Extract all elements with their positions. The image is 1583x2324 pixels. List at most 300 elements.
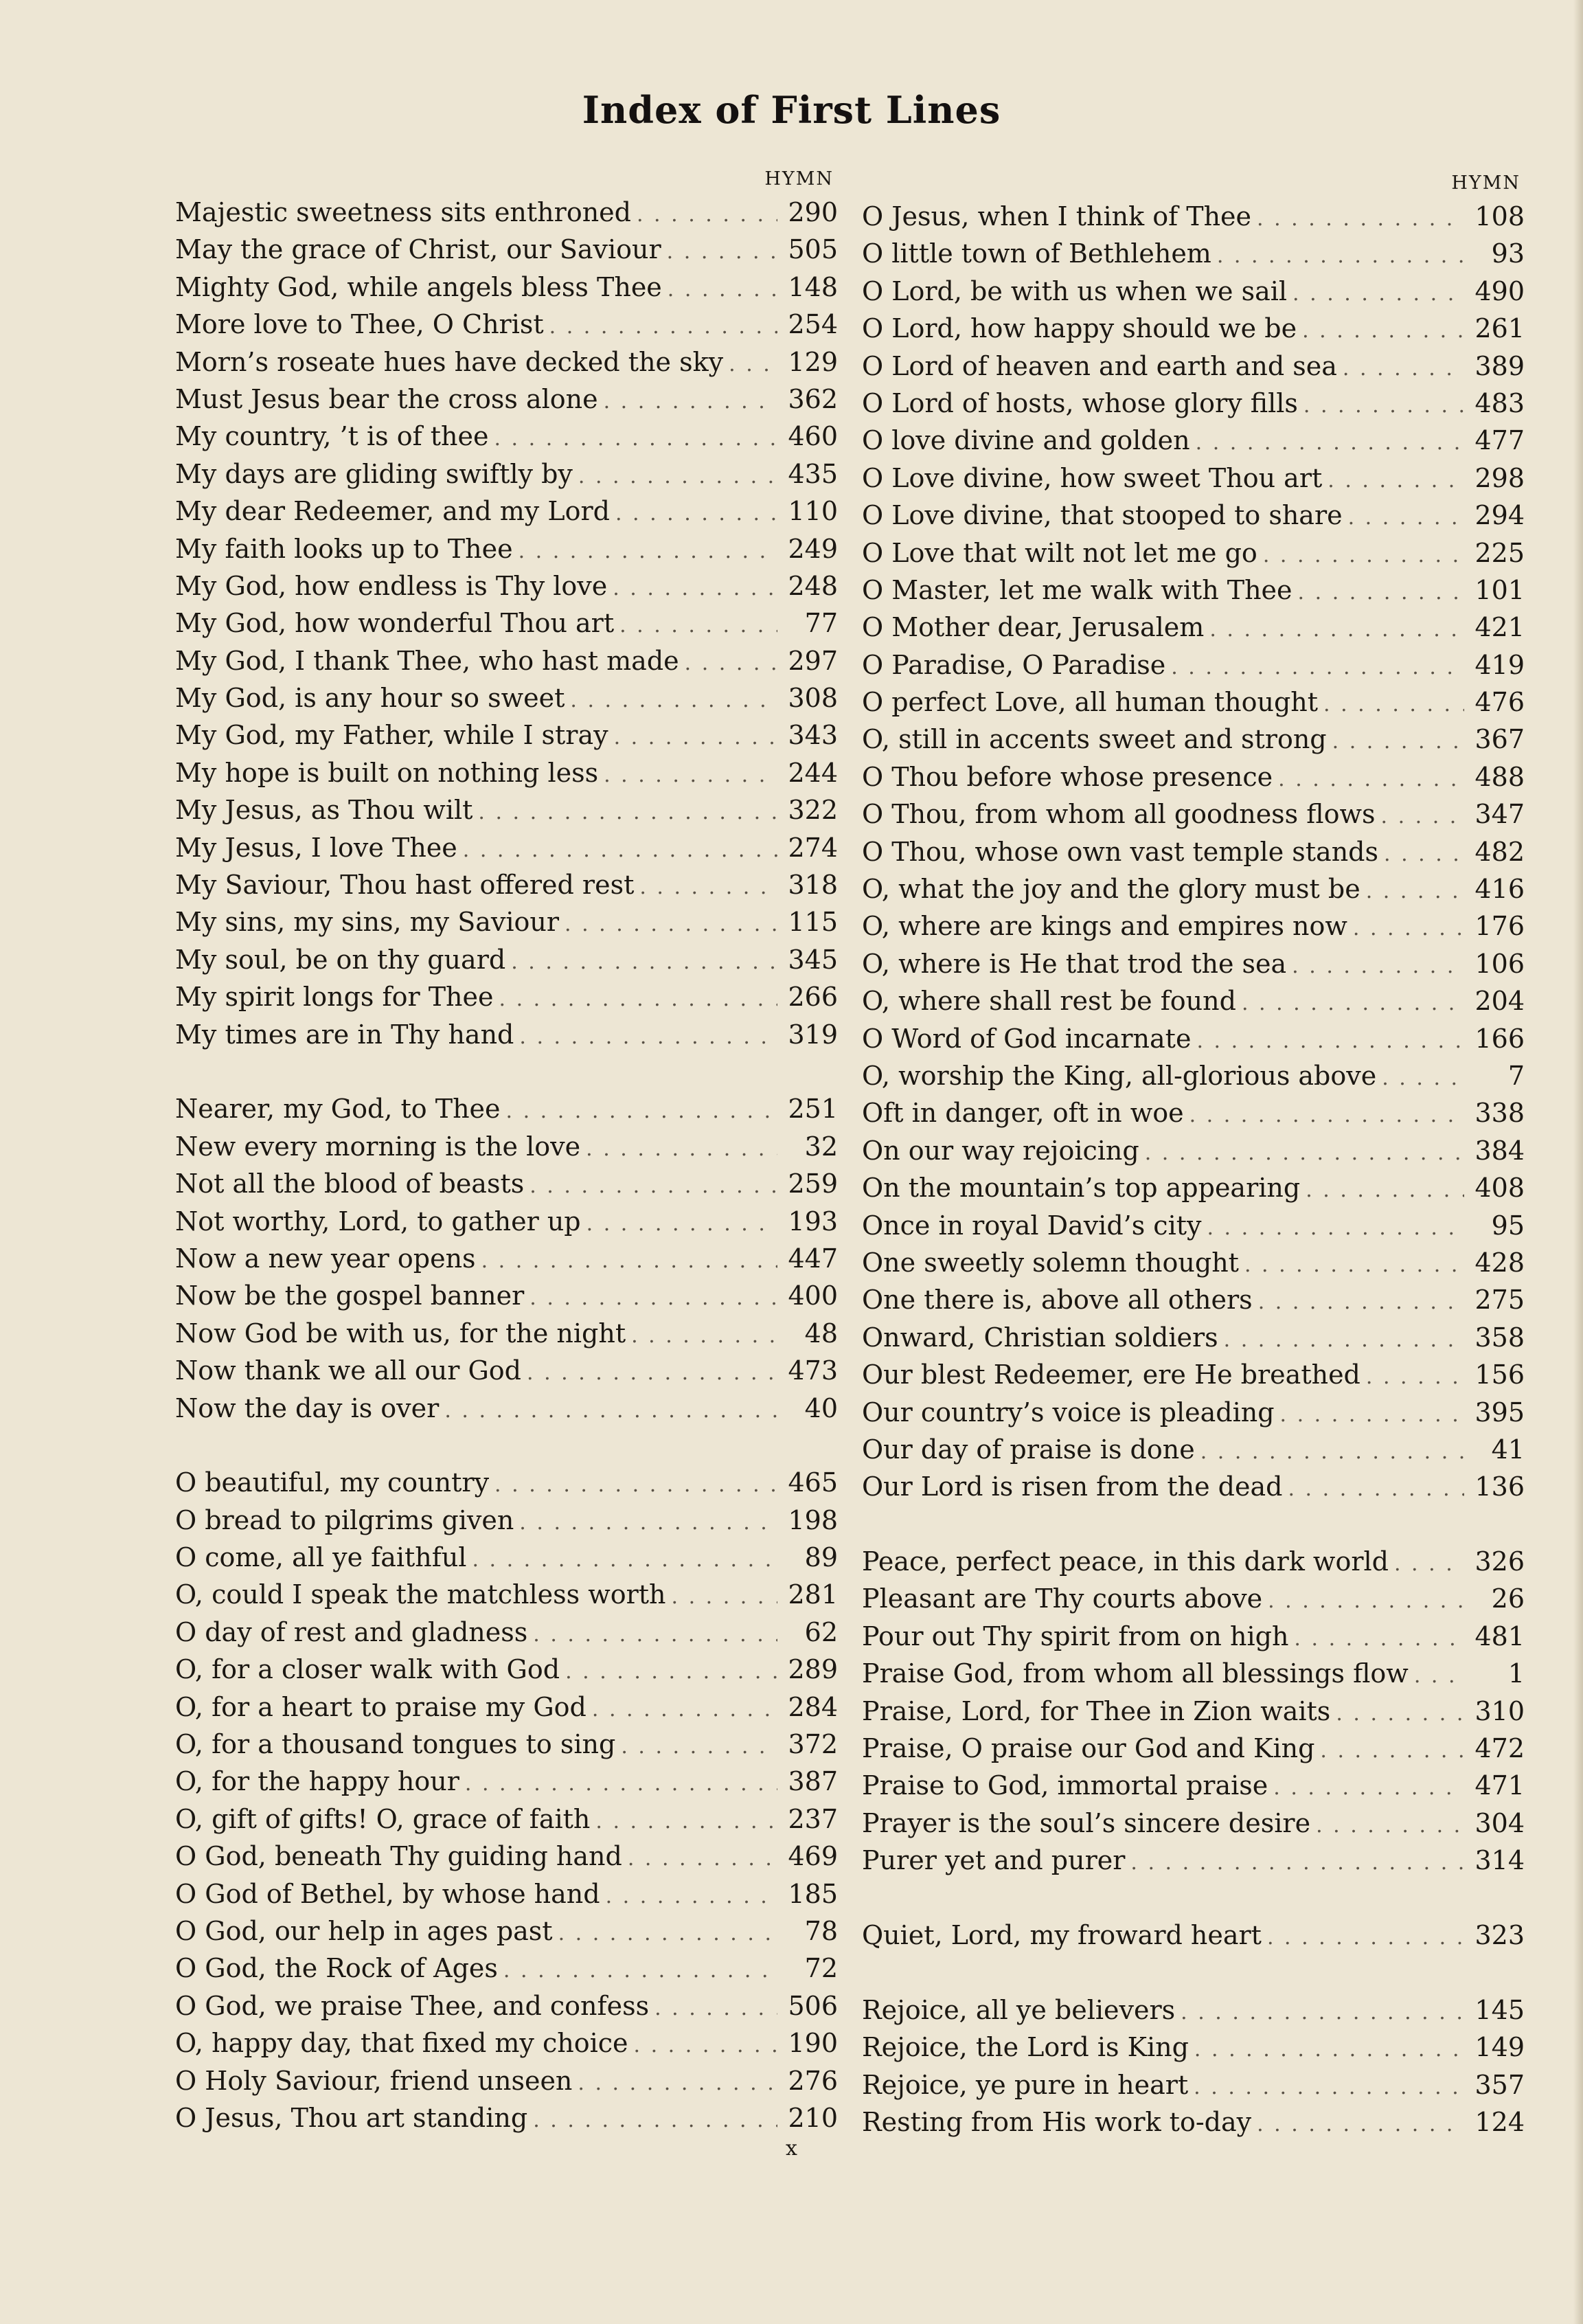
left-column — [175, 165, 838, 2136]
index-entry — [175, 530, 838, 567]
index-entry — [175, 493, 838, 530]
first-line-text: O God, the Rock of Ages — [175, 1953, 498, 1984]
first-line-text: O God, our help in ages past — [175, 1915, 553, 1946]
hymn-number: 40 — [804, 1392, 838, 1423]
first-line-text: My country, ’t is of thee — [175, 421, 489, 452]
page-number: x — [786, 2136, 797, 2161]
dot-leader — [729, 346, 777, 383]
index-entry — [862, 870, 1525, 907]
dot-leader — [1353, 910, 1464, 947]
index-entry — [862, 1244, 1525, 1281]
index-entry — [862, 385, 1525, 422]
dot-leader — [619, 607, 777, 644]
index-entry — [175, 1576, 838, 1613]
hymn-number: 7 — [1507, 1060, 1525, 1091]
first-line-text: O love divine and golden — [862, 425, 1190, 456]
dot-leader — [1258, 1284, 1464, 1321]
first-line-text: O, for the happy hour — [175, 1766, 459, 1797]
index-entry — [175, 194, 838, 231]
first-line-text: My God, my Father, while I stray — [175, 720, 608, 751]
dot-leader — [1343, 350, 1464, 387]
hymn-column-heading: HYMN — [1451, 172, 1521, 194]
hymn-number: 106 — [1474, 948, 1525, 979]
dot-leader — [1171, 649, 1464, 686]
first-line-text: O, for a heart to praise my God — [175, 1691, 586, 1722]
hymn-number: 185 — [788, 1878, 838, 1909]
hymn-number: 482 — [1474, 836, 1525, 867]
dot-leader — [1196, 1023, 1464, 1060]
index-entry — [175, 1726, 838, 1763]
hymn-number: 145 — [1474, 1994, 1525, 2025]
first-line-text: O Master, let me walk with Thee — [862, 574, 1292, 605]
first-line-text: O, could I speak the matchless worth — [175, 1579, 666, 1610]
first-line-text: Oft in danger, oft in woe — [862, 1098, 1184, 1129]
index-entry — [862, 422, 1525, 459]
first-line-text: Rejoice, ye pure in heart — [862, 2069, 1189, 2100]
first-line-text: My God, how wonderful Thou art — [175, 608, 615, 639]
dot-leader — [578, 2065, 777, 2102]
dot-leader — [1280, 1397, 1464, 1434]
first-line-text: O Love divine, that stooped to share — [862, 500, 1343, 531]
first-line-text: O, for a thousand tongues to sing — [175, 1729, 616, 1760]
dot-leader — [1224, 1322, 1464, 1359]
first-line-text: O Lord, be with us when we sail — [862, 275, 1288, 306]
index-entry — [862, 572, 1525, 609]
hymn-number: 326 — [1474, 1546, 1525, 1577]
index-entry — [862, 1805, 1525, 1842]
first-line-text: Nearer, my God, to Thee — [175, 1094, 501, 1125]
dot-leader — [1189, 1097, 1464, 1134]
first-line-text: O, gift of gifts! O, grace of faith — [175, 1803, 591, 1834]
index-entry — [175, 1875, 838, 1913]
first-line-text: Now be the gospel banner — [175, 1281, 525, 1311]
hymn-number: 149 — [1474, 2032, 1525, 2063]
first-line-text: My God, how endless is Thy love — [175, 570, 608, 601]
index-entry — [862, 721, 1525, 758]
first-line-text: Not worthy, Lord, to gather up — [175, 1206, 581, 1237]
dot-leader — [1145, 1135, 1464, 1172]
index-entry — [862, 2066, 1525, 2103]
dot-leader — [494, 420, 777, 458]
index-entry — [862, 758, 1525, 796]
dot-leader — [1242, 985, 1464, 1022]
index-entry — [862, 1169, 1525, 1206]
dot-leader — [519, 1504, 777, 1542]
index-entry — [175, 1950, 838, 1987]
first-line-text: Our Lord is risen from the dead — [862, 1471, 1283, 1502]
hymn-number: 490 — [1474, 275, 1525, 306]
index-entry — [175, 829, 838, 866]
hymn-number: 323 — [1474, 1919, 1525, 1950]
index-entry — [175, 1913, 838, 1950]
first-line-text: O Thou, whose own vast temple stands — [862, 836, 1379, 867]
first-line-text: Mighty God, while angels bless Thee — [175, 271, 662, 302]
index-entry — [862, 684, 1525, 721]
first-line-text: O bread to pilgrims given — [175, 1504, 514, 1535]
dot-leader — [667, 234, 777, 271]
index-entry — [862, 1992, 1525, 2029]
first-line-text: O Jesus, Thou art standing — [175, 2102, 528, 2133]
hymn-number: 481 — [1474, 1621, 1525, 1651]
first-line-text: O Holy Saviour, friend unseen — [175, 2065, 573, 2096]
index-entry — [862, 1431, 1525, 1468]
first-line-text: My hope is built on nothing less — [175, 757, 599, 788]
dot-leader — [529, 1280, 777, 1317]
index-entry — [862, 1207, 1525, 1244]
first-line-text: Now thank we all our God — [175, 1355, 522, 1386]
first-lines-list — [862, 198, 1525, 2141]
hymn-number: 338 — [1474, 1098, 1525, 1129]
hymn-number: 465 — [788, 1467, 838, 1498]
first-line-text: O, where is He that trod the sea — [862, 948, 1287, 979]
hymn-number: 237 — [788, 1803, 838, 1834]
hymn-number: 297 — [788, 645, 838, 676]
first-line-text: My dear Redeemer, and my Lord — [175, 496, 610, 527]
hymn-number: 129 — [788, 346, 838, 377]
hymn-number: 400 — [788, 1281, 838, 1311]
index-entry — [175, 343, 838, 381]
hymn-number: 421 — [1474, 612, 1525, 643]
first-line-text: Pleasant are Thy courts above — [862, 1583, 1263, 1614]
index-entry — [862, 235, 1525, 272]
first-line-text: O Paradise, O Paradise — [862, 649, 1166, 680]
dot-leader — [527, 1355, 777, 1392]
dot-leader — [1273, 1770, 1464, 1807]
dot-leader — [1181, 1994, 1464, 2031]
hymn-number: 193 — [788, 1206, 838, 1237]
first-line-text: On our way rejoicing — [862, 1135, 1139, 1166]
dot-leader — [1217, 238, 1464, 275]
index-entry — [862, 198, 1525, 235]
index-entry — [862, 2103, 1525, 2141]
dot-leader — [1263, 537, 1464, 574]
dot-leader — [1268, 1583, 1464, 1620]
index-entry — [862, 1580, 1525, 1617]
first-line-text: New every morning is the love — [175, 1131, 581, 1162]
dot-leader — [604, 383, 777, 420]
first-line-text: Once in royal David’s city — [862, 1210, 1202, 1241]
dot-leader — [472, 1542, 777, 1579]
index-entry — [862, 1356, 1525, 1393]
first-line-text: O Love that wilt not let me go — [862, 537, 1257, 568]
index-entry — [862, 2029, 1525, 2066]
index-entry — [862, 1767, 1525, 1804]
hymn-number: 483 — [1474, 387, 1525, 418]
dot-leader — [511, 944, 777, 981]
index-entry — [175, 1763, 838, 1800]
index-entry — [862, 310, 1525, 347]
hymn-number: 476 — [1474, 687, 1525, 718]
first-line-text: My Jesus, as Thou wilt — [175, 795, 473, 826]
hymn-number: 276 — [788, 2065, 838, 2096]
hymn-number: 506 — [788, 1990, 838, 2021]
dot-leader — [1384, 836, 1464, 873]
index-entry — [175, 1390, 838, 1427]
first-line-text: O Jesus, when I think of Thee — [862, 201, 1252, 232]
dot-leader — [1336, 1695, 1464, 1733]
index-entry — [862, 497, 1525, 534]
hymn-number: 435 — [788, 458, 838, 489]
hymn-number: 32 — [804, 1131, 838, 1162]
index-entry — [175, 1464, 838, 1501]
index-entry — [175, 418, 838, 455]
first-line-text: O Love divine, how sweet Thou art — [862, 462, 1323, 493]
dot-leader — [639, 869, 777, 906]
index-entry — [862, 1730, 1525, 1767]
index-entry — [175, 1838, 838, 1875]
index-entry — [862, 833, 1525, 870]
first-line-text: My times are in Thy hand — [175, 1019, 514, 1050]
index-entry — [862, 796, 1525, 833]
hymn-number: 77 — [804, 608, 838, 639]
index-entry — [175, 1614, 838, 1651]
dot-leader — [558, 1915, 777, 1952]
dot-leader — [1316, 1807, 1464, 1844]
first-line-text: Purer yet and purer — [862, 1845, 1126, 1876]
first-line-text: Morn’s roseate hues have decked the sky — [175, 346, 724, 377]
hymn-number: 95 — [1491, 1210, 1525, 1241]
page-edge — [1573, 0, 1583, 2324]
first-line-text: More love to Thee, O Christ — [175, 309, 544, 340]
index-entry — [175, 1277, 838, 1314]
hymn-number: 345 — [788, 944, 838, 975]
first-line-text: O, happy day, that fixed my choice — [175, 2028, 628, 2059]
first-line-text: One there is, above all others — [862, 1285, 1253, 1316]
dot-leader — [685, 645, 777, 682]
index-entry — [175, 455, 838, 493]
dot-leader — [1194, 2069, 1464, 2106]
hymn-number: 289 — [788, 1654, 838, 1685]
index-entry — [175, 1352, 838, 1389]
index-entry — [175, 978, 838, 1015]
dot-leader — [1194, 2031, 1464, 2068]
hymn-number: 419 — [1474, 649, 1525, 680]
index-entry — [175, 1315, 838, 1352]
dot-leader — [586, 1131, 777, 1168]
dot-leader — [1288, 1471, 1464, 1508]
index-entry — [862, 1057, 1525, 1094]
dot-leader — [1348, 499, 1464, 537]
hymn-number: 281 — [788, 1579, 838, 1610]
first-line-text: My faith looks up to Thee — [175, 533, 513, 564]
first-line-text: Now God be with us, for the night — [175, 1318, 626, 1349]
dot-leader — [634, 2027, 777, 2064]
dot-leader — [606, 1878, 777, 1915]
section-gap — [175, 1427, 838, 1464]
hymn-number: 505 — [788, 234, 838, 265]
dot-leader — [499, 981, 778, 1018]
hymn-number: 41 — [1491, 1434, 1525, 1465]
dot-leader — [1382, 1060, 1464, 1097]
hymn-number: 101 — [1474, 574, 1525, 605]
first-line-text: O come, all ye faithful — [175, 1542, 467, 1573]
hymn-number: 473 — [788, 1355, 838, 1386]
index-entry — [862, 1020, 1525, 1057]
dot-leader — [628, 1840, 777, 1877]
index-entry — [862, 1281, 1525, 1318]
dot-leader — [1320, 1733, 1464, 1770]
index-entry — [175, 269, 838, 306]
first-line-text: On the mountain’s top appearing — [862, 1173, 1301, 1204]
first-line-text: O Lord, how happy should we be — [862, 313, 1297, 344]
index-entry — [175, 642, 838, 679]
first-line-text: Quiet, Lord, my froward heart — [862, 1919, 1262, 1950]
dot-leader — [570, 682, 777, 719]
hymn-number: 251 — [788, 1094, 838, 1125]
dot-leader — [1366, 1359, 1464, 1396]
hymn-number: 387 — [788, 1766, 838, 1797]
index-entry — [862, 1917, 1525, 1954]
dot-leader — [1298, 574, 1464, 611]
dot-leader — [1323, 686, 1464, 723]
dot-leader — [1207, 1210, 1464, 1247]
hymn-number: 136 — [1474, 1471, 1525, 1502]
dot-leader — [615, 495, 777, 532]
hymn-number: 248 — [788, 570, 838, 601]
index-entry — [175, 903, 838, 940]
first-line-text: Majestic sweetness sits enthroned — [175, 197, 631, 227]
dot-leader — [654, 1990, 777, 2027]
index-entry — [175, 567, 838, 605]
hymn-number: 89 — [804, 1542, 838, 1573]
first-line-text: O Thou, from whom all goodness flows — [862, 799, 1376, 830]
index-entry — [175, 1689, 838, 1726]
dot-leader — [1244, 1247, 1464, 1284]
hymn-number: 416 — [1474, 874, 1525, 905]
hymn-number: 357 — [1474, 2069, 1525, 2100]
first-line-text: O perfect Love, all human thought — [862, 687, 1319, 718]
first-line-text: Peace, perfect peace, in this dark world — [862, 1546, 1389, 1577]
first-line-text: O day of rest and gladness — [175, 1616, 528, 1647]
hymn-number: 1 — [1507, 1658, 1525, 1689]
dot-leader — [1414, 1658, 1464, 1695]
dot-leader — [478, 794, 777, 831]
index-entry — [862, 273, 1525, 310]
hymn-number: 261 — [1474, 313, 1525, 344]
index-entry — [175, 941, 838, 978]
hymn-number: 347 — [1474, 799, 1525, 830]
first-line-text: Onward, Christian soldiers — [862, 1322, 1218, 1353]
index-entry — [862, 1842, 1525, 1879]
first-line-text: Now the day is over — [175, 1392, 440, 1423]
dot-leader — [565, 1654, 777, 1691]
dot-leader — [1292, 275, 1464, 313]
first-line-text: My sins, my sins, my Saviour — [175, 907, 560, 938]
index-entry — [175, 1128, 838, 1165]
dot-leader — [668, 271, 777, 308]
index-entry — [862, 609, 1525, 646]
hymn-number: 284 — [788, 1691, 838, 1722]
hymn-number: 389 — [1474, 350, 1525, 381]
hymn-number: 408 — [1474, 1173, 1525, 1204]
index-entry — [175, 1987, 838, 2024]
hymn-number: 447 — [788, 1243, 838, 1274]
index-entry — [862, 907, 1525, 945]
first-line-text: Praise, Lord, for Thee in Zion waits — [862, 1695, 1331, 1726]
first-line-text: O, still in accents sweet and strong — [862, 724, 1327, 755]
hymn-number: 176 — [1474, 911, 1525, 942]
index-entry — [175, 1090, 838, 1127]
index-entry — [862, 1094, 1525, 1131]
hymn-number: 290 — [788, 197, 838, 227]
hymn-number: 310 — [1474, 1695, 1525, 1726]
index-entry — [862, 1319, 1525, 1356]
dot-leader — [1278, 761, 1464, 798]
dot-leader — [529, 1168, 777, 1205]
hymn-number: 148 — [788, 271, 838, 302]
first-line-text: Our day of praise is done — [862, 1434, 1195, 1465]
hymn-number: 244 — [788, 757, 838, 788]
index-entry — [175, 717, 838, 754]
dot-leader — [533, 1616, 777, 1654]
index-entry — [862, 534, 1525, 572]
hymn-number: 110 — [788, 496, 838, 527]
hymn-number: 488 — [1474, 761, 1525, 792]
index-entry — [862, 1655, 1525, 1692]
dot-leader — [1294, 1621, 1464, 1658]
index-entry — [862, 1132, 1525, 1169]
hymn-number: 318 — [788, 870, 838, 901]
dot-leader — [519, 1019, 777, 1056]
section-gap — [862, 1954, 1525, 1991]
index-entry — [862, 348, 1525, 385]
first-line-text: Rejoice, all ye believers — [862, 1994, 1176, 2025]
index-entry — [862, 1394, 1525, 1431]
first-line-text: My spirit longs for Thee — [175, 982, 494, 1013]
hymn-number: 469 — [788, 1841, 838, 1872]
first-line-text: O Lord of heaven and earth and sea — [862, 350, 1337, 381]
section-gap — [862, 1880, 1525, 1917]
dot-leader — [631, 1318, 777, 1355]
index-entry — [862, 460, 1525, 497]
dot-leader — [578, 458, 777, 495]
hymn-number: 367 — [1474, 724, 1525, 755]
first-line-text: Rejoice, the Lord is King — [862, 2032, 1189, 2063]
dot-leader — [1302, 313, 1464, 350]
dot-leader — [506, 1093, 777, 1130]
first-line-text: O Thou before whose presence — [862, 761, 1273, 792]
index-entry — [175, 679, 838, 717]
hymn-number: 384 — [1474, 1135, 1525, 1166]
first-line-text: O Word of God incarnate — [862, 1023, 1192, 1054]
dot-leader — [503, 1952, 777, 1989]
dot-leader — [586, 1206, 777, 1243]
index-entry — [862, 1693, 1525, 1730]
hymn-number: 93 — [1491, 238, 1525, 269]
first-line-text: Now a new year opens — [175, 1243, 476, 1274]
dot-leader — [637, 196, 777, 234]
first-line-text: One sweetly solemn thought — [862, 1247, 1239, 1278]
first-line-text: My God, is any hour so sweet — [175, 683, 565, 714]
first-line-text: Not all the blood of beasts — [175, 1169, 525, 1199]
dot-leader — [465, 1765, 777, 1803]
first-line-text: Pour out Thy spirit from on high — [862, 1621, 1289, 1651]
first-line-text: My days are gliding swiftly by — [175, 458, 573, 489]
section-gap — [175, 1053, 838, 1090]
first-line-text: O God, we praise Thee, and confess — [175, 1990, 650, 2021]
first-line-text: Resting from His work to-day — [862, 2106, 1252, 2137]
dot-leader — [1196, 425, 1464, 462]
section-gap — [862, 1506, 1525, 1543]
hymn-number: 108 — [1474, 201, 1525, 232]
dot-leader — [1292, 948, 1464, 985]
index-entry — [175, 306, 838, 343]
dot-leader — [533, 2102, 777, 2139]
index-entry — [862, 1618, 1525, 1655]
hymn-number: 275 — [1474, 1285, 1525, 1316]
hymn-number: 204 — [1474, 986, 1525, 1017]
index-entry — [175, 1240, 838, 1277]
